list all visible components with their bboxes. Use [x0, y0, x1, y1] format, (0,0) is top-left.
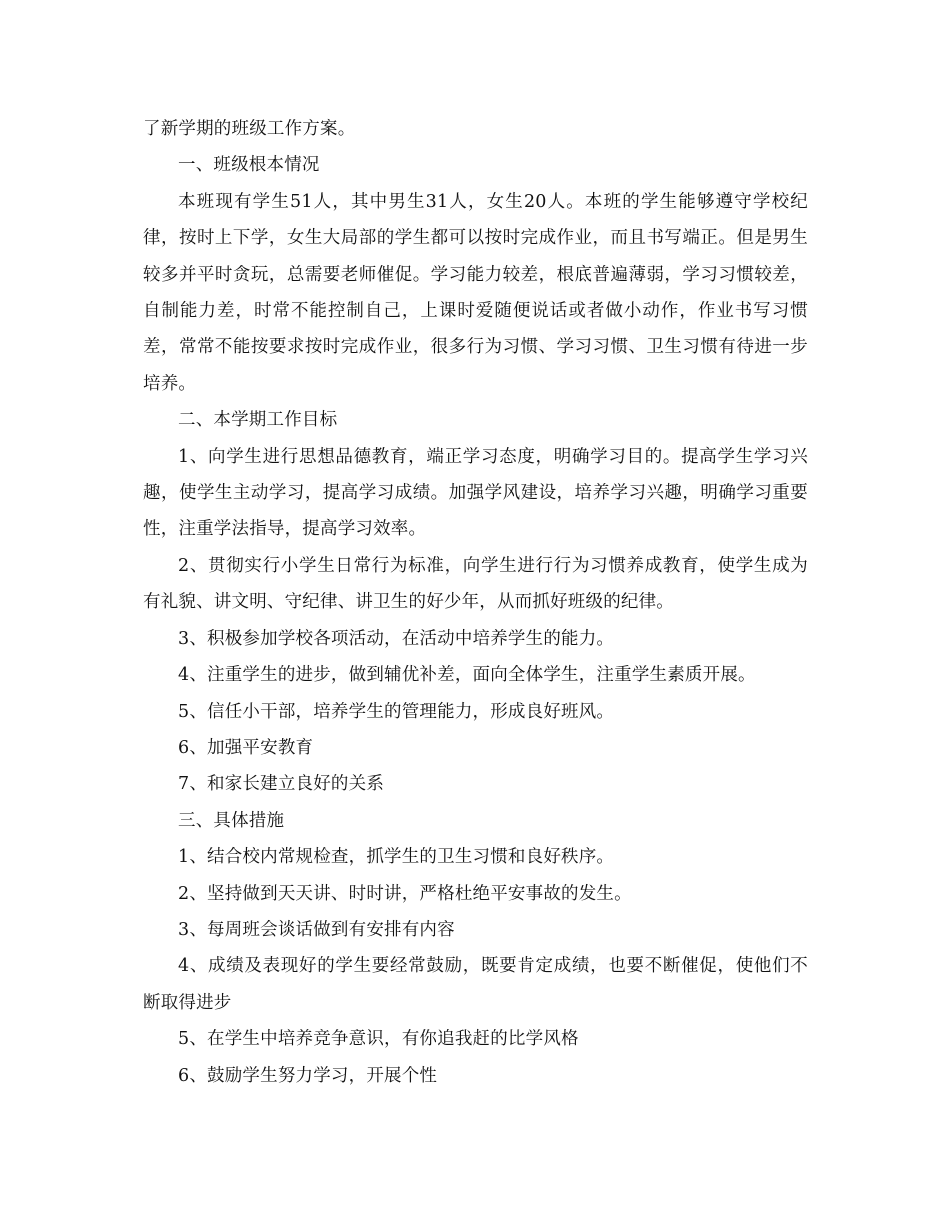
- goal-item-6: 6、加强平安教育: [178, 737, 314, 758]
- section-heading-class-situation: 一、班级根本情况: [178, 155, 320, 176]
- measure-item-6: 6、鼓励学生努力学习，开展个性: [178, 1065, 438, 1086]
- section-heading-work-goals: 二、本学期工作目标: [178, 410, 338, 431]
- section-heading-measures: 三、具体措施: [178, 810, 285, 831]
- goal-item-7: 7、和家长建立良好的关系: [178, 774, 385, 795]
- goal-item-4: 4、注重学生的进步，做到辅优补差，面向全体学生，注重学生素质开展。: [178, 665, 756, 686]
- paragraph-class-situation: 本班现有学生51人，其中男生31人，女生20人。本班的学生能够遵守学校纪律，按时上下学，女生大局部的学生都可以按时完成作业，而且书写端正。但是男生较多并平时贪玩，总需要老师催促。学习能力较差，根底普遍薄弱，学习习惯较差，自制能力差，时常不能控制自己，上课时爱随便说话或者做小动作，作业书写习惯差，常常不能按要求按时完成作业，很多行为习惯、学习习惯、卫生习惯有待进一步培养。: [143, 191, 808, 394]
- goal-item-3: 3、积极参加学校各项活动，在活动中培养学生的能力。: [178, 628, 615, 649]
- paragraph-intro-tail: 了新学期的班级工作方案。: [143, 119, 356, 139]
- measure-item-1: 1、结合校内常规检查，抓学生的卫生习惯和良好秩序。: [178, 847, 615, 868]
- goal-item-5: 5、信任小干部，培养学生的管理能力，形成良好班风。: [178, 701, 615, 722]
- measure-item-4: 4、成绩及表现好的学生要经常鼓励，既要肯定成绩，也要不断催促，使他们不断取得进步: [143, 956, 808, 1013]
- measure-item-3: 3、每周班会谈话做到有安排有内容: [178, 919, 455, 940]
- goal-item-2: 2、贯彻实行小学生日常行为标准，向学生进行行为习惯养成教育，使学生成为有礼貌、讲文明、守纪律、讲卫生的好少年，从而抓好班级的纪律。: [143, 555, 808, 613]
- goal-item-1: 1、向学生进行思想品德教育，端正学习态度，明确学习目的。提高学生学习兴趣，使学生主动学习，提高学习成绩。加强学风建设，培养学习兴趣，明确学习重要性，注重学法指导，提高学习效率。: [143, 446, 808, 540]
- document-body: [143, 111, 808, 1094]
- measure-item-2: 2、坚持做到天天讲、时时讲，严格杜绝平安事故的发生。: [178, 883, 632, 904]
- measure-item-5: 5、在学生中培养竞争意识，有你追我赶的比学风格: [178, 1029, 579, 1050]
